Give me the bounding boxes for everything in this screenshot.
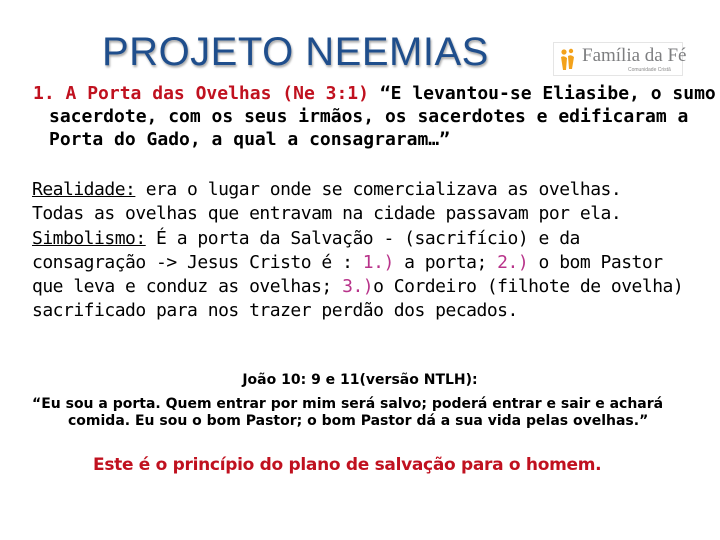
logo-name: Família da Fé	[582, 45, 687, 66]
body-line-4c: o bom Pastor	[528, 251, 663, 273]
body-line-5a: que leva e conduz as ovelhas;	[32, 276, 343, 298]
body-line-6: sacrificado para nos trazer perdão dos pecados.	[32, 300, 518, 322]
logo-tagline: Comunidade Cristã	[628, 67, 671, 73]
body-line-4a: consagração -> Jesus Cristo é :	[32, 251, 363, 273]
simbolismo-label: Simbolismo:	[32, 227, 146, 249]
scripture-quote-start: “E levantou-se Eliasibe, o sumo	[379, 83, 716, 104]
body-line-5b: o Cordeiro (filhote de ovelha)	[373, 276, 684, 298]
page-title: PROJETO NEEMIAS	[102, 30, 489, 74]
item-number-2: 2.)	[497, 251, 529, 273]
body-text	[32, 178, 712, 324]
body-line-2: Todas as ovelhas que entravam na cidade passavam por ela.	[32, 203, 622, 225]
item-number-3: 3.)	[342, 276, 374, 298]
point-heading: A Porta das Ovelhas (Ne 3:1)	[65, 83, 369, 104]
simbolismo-text: É a porta da Salvação - (sacrifício) e da	[145, 227, 580, 249]
scripture-quote-line-3: Porta do Gado, a qual a consagraram…”	[49, 129, 450, 150]
family-logo-icon	[559, 47, 577, 72]
john-quote-line-1: “Eu sou a porta. Quem entrar por mim será salvo; poderá entrar e sair e achará	[32, 396, 664, 412]
logo	[553, 42, 687, 76]
body-line-4b: a porta;	[393, 251, 498, 273]
conclusion: Este é o princípio do plano de salvação para o homem.	[93, 455, 602, 475]
realidade-label: Realidade:	[32, 179, 136, 200]
item-number-1: 1.)	[362, 251, 394, 273]
john-quote-line-2: comida. Eu sou o bom Pastor; o bom Pastor dá a sua vida pelas ovelhas.”	[68, 413, 649, 429]
scripture-quote-line-2: sacerdote, com os seus irmãos, os sacerdotes e edificaram a	[49, 106, 689, 127]
point-number: 1.	[33, 83, 55, 104]
realidade-text: era o lugar onde se comercializava as ovelhas.	[135, 179, 622, 200]
bible-reference: João 10: 9 e 11(versão NTLH):	[242, 372, 478, 388]
point-1	[33, 82, 716, 151]
john-quote	[32, 396, 720, 430]
